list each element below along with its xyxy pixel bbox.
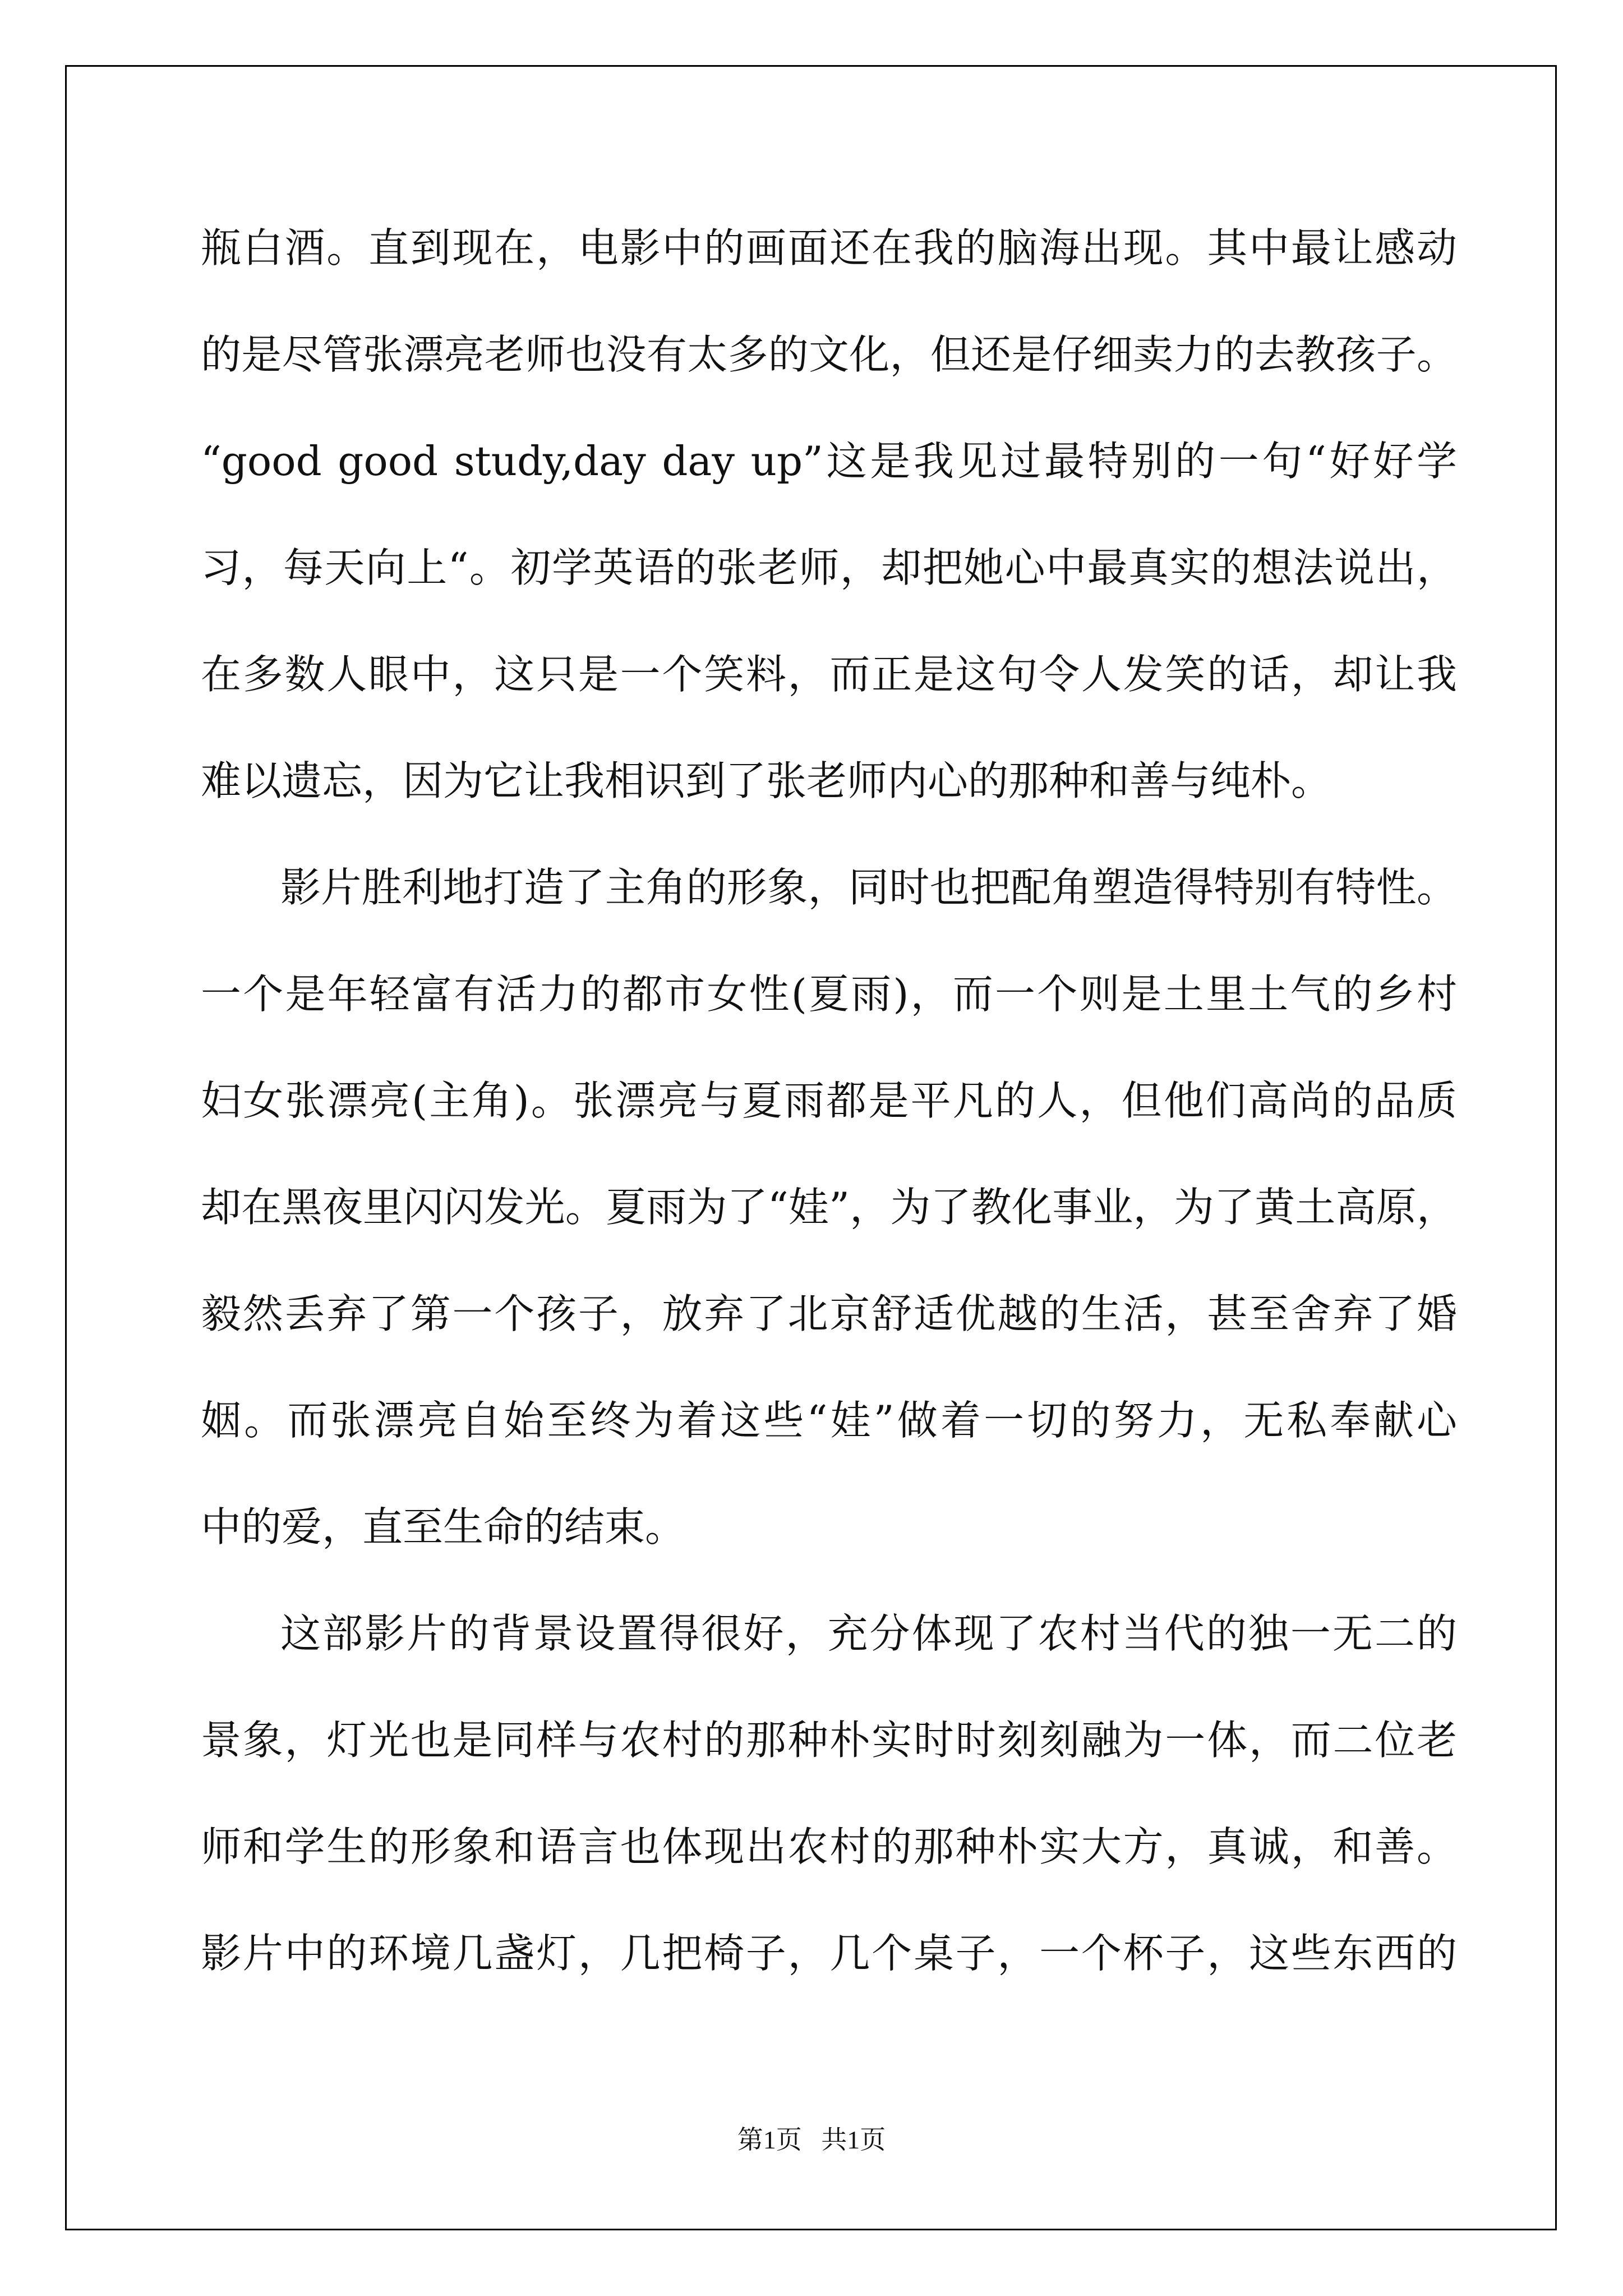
paragraph-3-first-line: 这部影片的背景设置得很好，充分体现了农村当代的独一无二的 — [280, 1610, 1457, 1657]
text-line-4: 习，每天向上“。初学英语的张老师，却把她心中最真实的想法说出， — [201, 544, 1457, 591]
text-line-6: 难以遗忘，因为它让我相识到了张老师内心的那种和善与纯朴。 — [201, 757, 1332, 804]
text-line-11: 毅然丢弃了第一个孩子，放弃了北京舒适优越的生活，甚至舍弃了婚 — [201, 1290, 1457, 1337]
text-line-12: 姻。而张漂亮自始至终为着这些“娃”做着一切的努力，无私奉献心 — [201, 1397, 1457, 1444]
page-border — [65, 65, 1557, 2230]
text-line-13: 中的爱，直至生命的结束。 — [201, 1503, 686, 1550]
text-line-8: 一个是年轻富有活力的都市女性(夏雨)，而一个则是土里土气的乡村 — [201, 970, 1457, 1018]
page-footer: 第1页 共1页 — [737, 2125, 886, 2154]
text-line-17: 影片中的环境几盏灯，几把椅子，几个桌子，一个杯子，这些东西的 — [201, 1930, 1457, 1977]
text-line-3: “good good study,day day up”这是我见过最特别的一句“好好学 — [201, 438, 1457, 485]
text-line-5: 在多数人眼中，这只是一个笑料，而正是这句令人发笑的话，却让我 — [201, 651, 1457, 698]
text-line-16: 师和学生的形象和语言也体现出农村的那种朴实大方，真诚，和善。 — [201, 1823, 1457, 1870]
paragraph-2-first-line: 影片胜利地打造了主角的形象，同时也把配角塑造得特别有特性。 — [280, 864, 1457, 911]
text-line-1: 瓶白酒。直到现在，电影中的画面还在我的脑海出现。其中最让感动 — [201, 224, 1457, 272]
text-line-2: 的是尽管张漂亮老师也没有太多的文化，但还是仔细卖力的去教孩子。 — [201, 331, 1457, 378]
text-line-15: 景象，灯光也是同样与农村的那种朴实时时刻刻融为一体，而二位老 — [201, 1717, 1457, 1764]
text-line-10: 却在黑夜里闪闪发光。夏雨为了“娃”，为了教化事业，为了黄土高原， — [201, 1184, 1457, 1231]
text-line-9: 妇女张漂亮(主角)。张漂亮与夏雨都是平凡的人，但他们高尚的品质 — [201, 1077, 1457, 1124]
